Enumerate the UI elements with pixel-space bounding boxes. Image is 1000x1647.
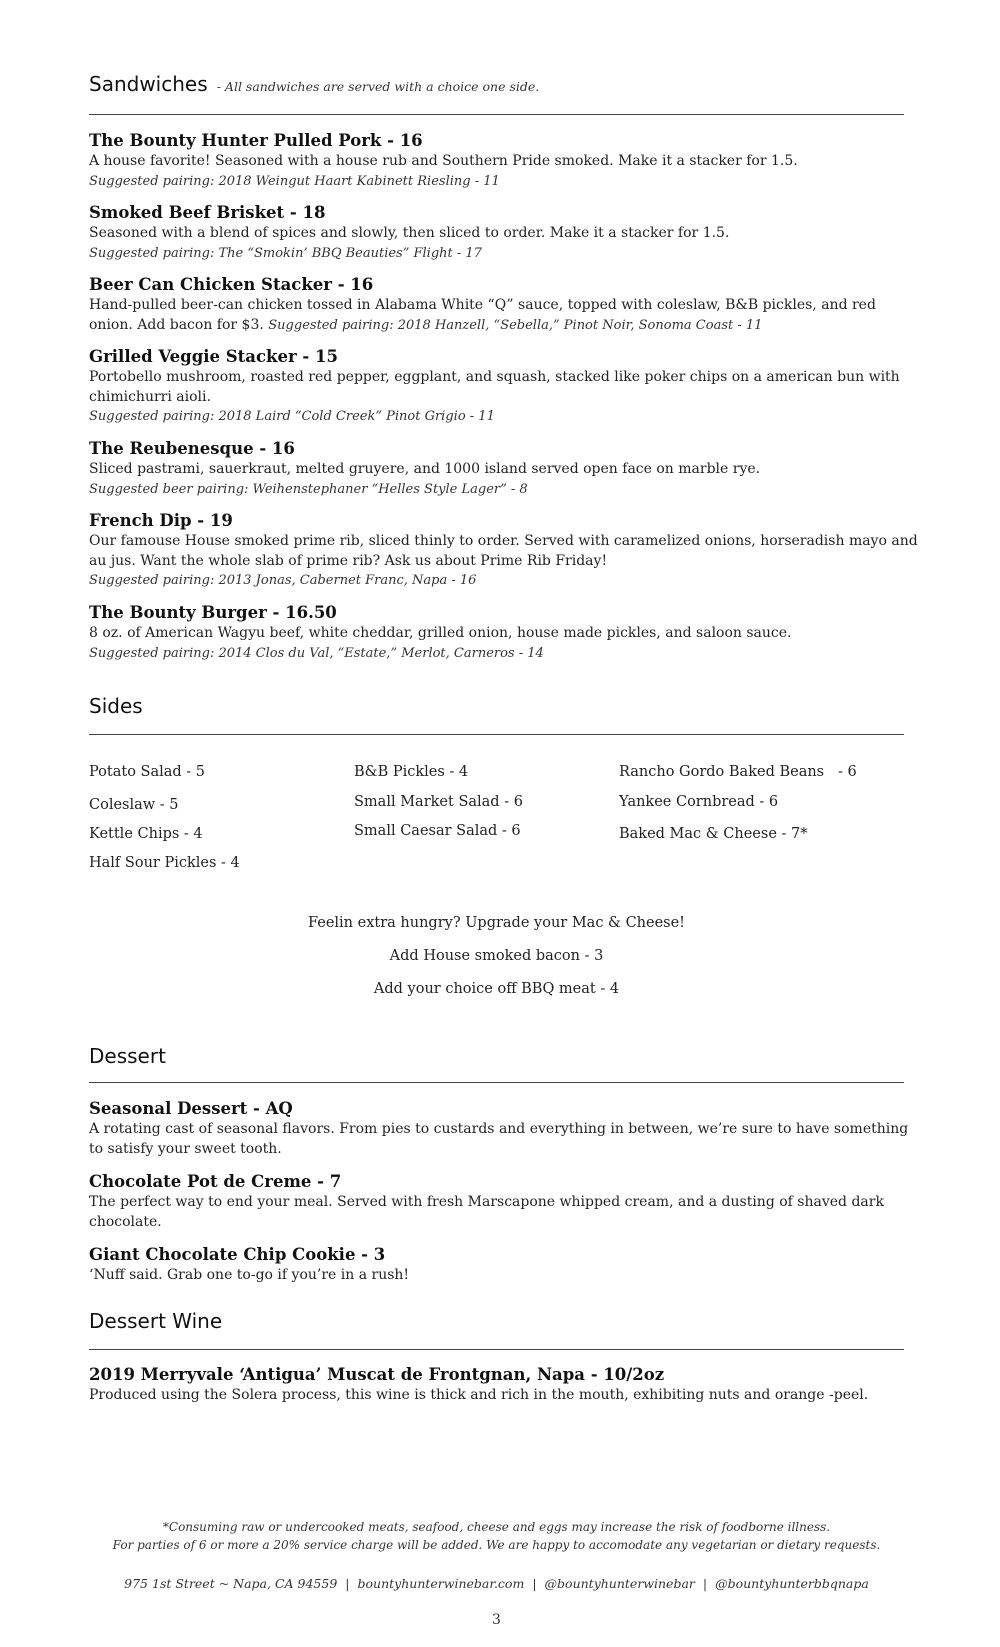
item-description: Our famouse House smoked prime rib, sliced thinly to order. Served with caramelized onions, horseradish mayo and au jus. Want the whole slab of prime rib? Ask us about Prime Rib Friday!: [89, 533, 918, 569]
item-title: Giant Chocolate Chip Cookie - 3: [89, 1245, 386, 1264]
item-pairing: Suggested pairing: 2018 Laird “Cold Creek” Pinot Grigio - 11: [89, 409, 495, 424]
item-title: Chocolate Pot de Creme - 7: [89, 1172, 342, 1191]
divider: [89, 1349, 904, 1350]
menu-item: [89, 130, 919, 191]
side-item: Coleslaw - 5: [89, 797, 179, 813]
item-title: 2019 Merryvale ‘Antigua’ Muscat de Frontgnan, Napa - 10/2oz: [89, 1365, 665, 1384]
separator: |: [532, 1576, 537, 1591]
item-title: The Bounty Hunter Pulled Pork - 16: [89, 131, 423, 150]
menu-item: [89, 602, 919, 663]
item-title: Seasonal Dessert - AQ: [89, 1099, 293, 1118]
website-link[interactable]: bountyhunterwinebar.com: [357, 1576, 525, 1591]
instagram-handle[interactable]: @bountyhunterwinebar: [544, 1576, 695, 1591]
instagram-handle[interactable]: @bountyhunterbbqnapa: [715, 1576, 869, 1591]
divider: [89, 1082, 904, 1083]
side-item: Rancho Gordo Baked Beans - 6: [619, 764, 857, 780]
footer-contact: [89, 1576, 904, 1591]
side-item: Baked Mac & Cheese - 7*: [619, 826, 808, 842]
item-description: Sliced pastrami, sauerkraut, melted gruyere, and 1000 island served open face on marble rye.: [89, 461, 761, 477]
item-pairing: Suggested pairing: 2014 Clos du Val, “Estate,” Merlot, Carneros - 14: [89, 645, 544, 661]
menu-item: [89, 346, 919, 426]
item-title: Smoked Beef Brisket - 18: [89, 203, 326, 222]
item-pairing: Suggested pairing: 2013 Jonas, Cabernet Franc, Napa - 16: [89, 573, 477, 588]
item-title: The Bounty Burger - 16.50: [89, 603, 337, 622]
item-description: A rotating cast of seasonal flavors. From pies to custards and everything in between, we’re sure to have something to satisfy your sweet tooth.: [89, 1121, 909, 1157]
item-title: French Dip - 19: [89, 511, 233, 530]
separator: |: [702, 1576, 708, 1591]
footer-service-note: For parties of 6 or more a 20% service charge will be added. We are happy to accomodate any vegetarian or dietary requests.: [112, 1538, 881, 1552]
page-number: 3: [492, 1612, 501, 1628]
menu-item: [89, 510, 919, 590]
upgrade-line: Add House smoked bacon - 3: [389, 948, 604, 964]
separator: |: [345, 1576, 350, 1591]
item-title: The Reubenesque - 16: [89, 439, 295, 458]
item-title: Grilled Veggie Stacker - 15: [89, 347, 338, 366]
sandwiches-note: - All sandwiches are served with a choice one side.: [216, 79, 540, 94]
section-title-sides: Sides: [89, 694, 143, 718]
menu-item: [89, 1364, 919, 1406]
item-description: Produced using the Solera process, this wine is thick and rich in the mouth, exhibiting nuts and orange -peel.: [89, 1387, 869, 1403]
item-description-text: Hand-pulled beer-can chicken tossed in Alabama White “Q” sauce, topped with coleslaw, B&B pickles, and red onion. Add bacon for $3.: [89, 297, 876, 333]
item-pairing: Suggested beer pairing: Weihenstephaner “Helles Style Lager” - 8: [89, 481, 528, 497]
section-title-dessert-wine: Dessert Wine: [89, 1309, 223, 1333]
menu-item: [89, 274, 919, 335]
menu-item: [89, 438, 919, 499]
item-description: [89, 296, 919, 335]
section-title-sandwiches: Sandwiches: [89, 72, 208, 96]
item-title: Beer Can Chicken Stacker - 16: [89, 275, 374, 294]
side-item: Small Market Salad - 6: [354, 794, 523, 810]
item-pairing: Suggested pairing: The “Smokin’ BBQ Beauties” Flight - 17: [89, 245, 482, 261]
side-item: Yankee Cornbread - 6: [619, 794, 779, 810]
section-title-dessert: Dessert: [89, 1044, 166, 1068]
item-pairing: Suggested pairing: 2018 Weingut Haart Kabinett Riesling - 11: [89, 173, 500, 189]
item-description: ‘Nuff said. Grab one to-go if you’re in a rush!: [89, 1267, 410, 1283]
menu-item: [89, 1171, 919, 1232]
side-item: B&B Pickles - 4: [354, 764, 469, 780]
item-description: The perfect way to end your meal. Served with fresh Marscapone whipped cream, and a dusting of shaved dark chocolate.: [89, 1194, 884, 1230]
sandwiches-header: [89, 72, 539, 96]
upgrade-line: Feelin extra hungry? Upgrade your Mac & Cheese!: [307, 915, 686, 931]
menu-item: [89, 202, 919, 263]
address: 975 1st Street ~ Napa, CA 94559: [124, 1576, 338, 1591]
item-description: Portobello mushroom, roasted red pepper, eggplant, and squash, stacked like poker chips on a american bun with chimichurri aioli.: [89, 369, 900, 405]
side-item: Potato Salad - 5: [89, 764, 206, 780]
divider: [89, 114, 904, 115]
item-description: A house favorite! Seasoned with a house rub and Southern Pride smoked. Make it a stacker for 1.5.: [89, 153, 798, 169]
item-description: Seasoned with a blend of spices and slowly, then sliced to order. Make it a stacker for 1.5.: [89, 225, 730, 241]
side-item: Half Sour Pickles - 4: [89, 855, 240, 871]
divider: [89, 734, 904, 735]
menu-item: [89, 1098, 919, 1159]
side-item: Kettle Chips - 4: [89, 826, 203, 842]
menu-item: [89, 1244, 919, 1286]
item-description: 8 oz. of American Wagyu beef, white cheddar, grilled onion, house made pickles, and saloon sauce.: [89, 625, 792, 641]
item-pairing: Suggested pairing: 2018 Hanzell, “Sebella,” Pinot Noir, Sonoma Coast - 11: [268, 317, 763, 333]
footer-disclaimer: *Consuming raw or undercooked meats, seafood, cheese and eggs may increase the risk of foodborne illness.: [162, 1520, 831, 1534]
upgrade-line: Add your choice off BBQ meat - 4: [373, 981, 620, 997]
side-item: Small Caesar Salad - 6: [354, 823, 521, 839]
